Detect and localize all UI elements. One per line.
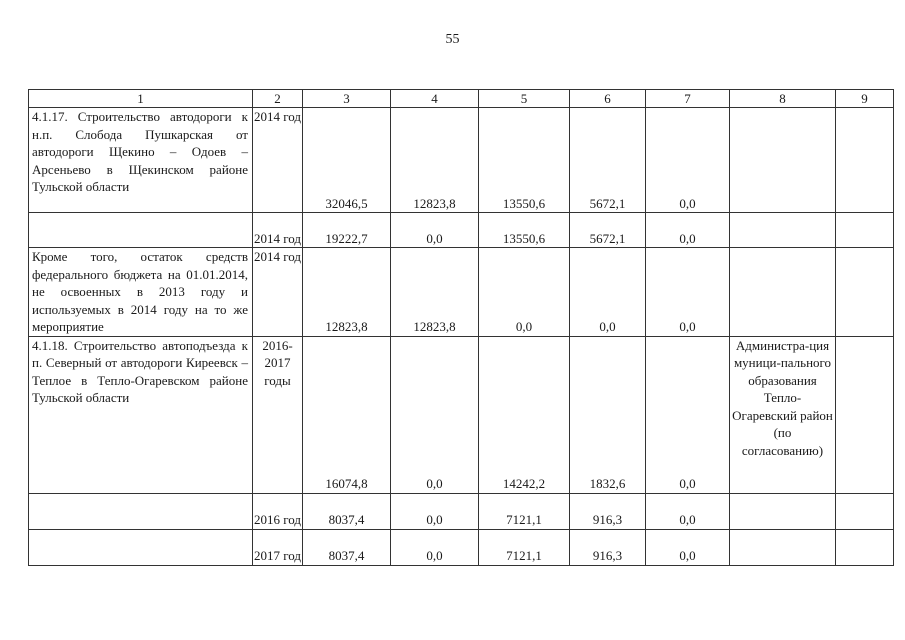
measure-description (29, 213, 253, 248)
period-cell: 2016 год (253, 493, 303, 529)
executor-cell (730, 108, 836, 213)
page-number: 55 (445, 32, 460, 47)
value-cell: 32046,5 (303, 108, 391, 213)
value-cell: 0,0 (646, 336, 730, 493)
period-cell: 2014 год (253, 248, 303, 337)
column-header: 4 (391, 90, 479, 108)
period-cell: 2014 год (253, 108, 303, 213)
column-header: 1 (29, 90, 253, 108)
value-cell: 5672,1 (570, 213, 646, 248)
value-cell: 0,0 (391, 529, 479, 565)
value-cell: 0,0 (646, 108, 730, 213)
value-cell: 0,0 (391, 493, 479, 529)
executor-cell (730, 248, 836, 337)
note-cell (836, 213, 894, 248)
note-cell (836, 336, 894, 493)
table-row (29, 493, 894, 529)
value-cell: 12823,8 (391, 248, 479, 337)
executor-cell (730, 493, 836, 529)
table-row (29, 248, 894, 337)
value-cell: 12823,8 (303, 248, 391, 337)
note-cell (836, 529, 894, 565)
value-cell: 916,3 (570, 493, 646, 529)
value-cell: 0,0 (479, 248, 570, 337)
executor-cell: Администра-ция муници-пального образования Тепло-Огаревский район (по согласованию) (730, 336, 836, 493)
note-cell (836, 248, 894, 337)
column-header: 3 (303, 90, 391, 108)
column-header: 2 (253, 90, 303, 108)
value-cell: 0,0 (570, 248, 646, 337)
value-cell: 0,0 (646, 248, 730, 337)
note-cell (836, 493, 894, 529)
table-row (29, 213, 894, 248)
column-header: 6 (570, 90, 646, 108)
value-cell: 0,0 (391, 336, 479, 493)
value-cell: 13550,6 (479, 108, 570, 213)
measure-description (29, 493, 253, 529)
measure-description: Кроме того, остаток средств федерального бюджета на 01.01.2014, не освоенных в 2013 году и используемых в 2014 году на то же мероприятие (29, 248, 253, 337)
value-cell: 7121,1 (479, 493, 570, 529)
column-header: 7 (646, 90, 730, 108)
period-cell: 2016-2017 годы (253, 336, 303, 493)
value-cell: 0,0 (646, 213, 730, 248)
value-cell: 16074,8 (303, 336, 391, 493)
value-cell: 916,3 (570, 529, 646, 565)
value-cell: 1832,6 (570, 336, 646, 493)
executor-cell (730, 213, 836, 248)
value-cell: 8037,4 (303, 493, 391, 529)
measure-description: 4.1.17. Строительство автодороги к н.п. Слобода Пушкарская от автодороги Щекино – Одоев – Арсеньево в Щекинском районе Тульской области (29, 108, 253, 213)
period-cell: 2014 год (253, 213, 303, 248)
budget-table (28, 89, 894, 566)
column-header: 8 (730, 90, 836, 108)
table-row (29, 108, 894, 213)
value-cell: 0,0 (391, 213, 479, 248)
value-cell: 8037,4 (303, 529, 391, 565)
column-number-row (29, 90, 894, 108)
measure-description (29, 529, 253, 565)
value-cell: 7121,1 (479, 529, 570, 565)
table-row (29, 529, 894, 565)
column-header: 5 (479, 90, 570, 108)
measure-description: 4.1.18. Строительство автоподъезда к п. Северный от автодороги Киреевск – Теплое в Тепло-Огаревском районе Тульской области (29, 336, 253, 493)
table-row (29, 336, 894, 493)
value-cell: 12823,8 (391, 108, 479, 213)
value-cell: 5672,1 (570, 108, 646, 213)
column-header: 9 (836, 90, 894, 108)
value-cell: 0,0 (646, 529, 730, 565)
note-cell (836, 108, 894, 213)
period-cell: 2017 год (253, 529, 303, 565)
value-cell: 19222,7 (303, 213, 391, 248)
value-cell: 14242,2 (479, 336, 570, 493)
value-cell: 0,0 (646, 493, 730, 529)
value-cell: 13550,6 (479, 213, 570, 248)
executor-cell (730, 529, 836, 565)
